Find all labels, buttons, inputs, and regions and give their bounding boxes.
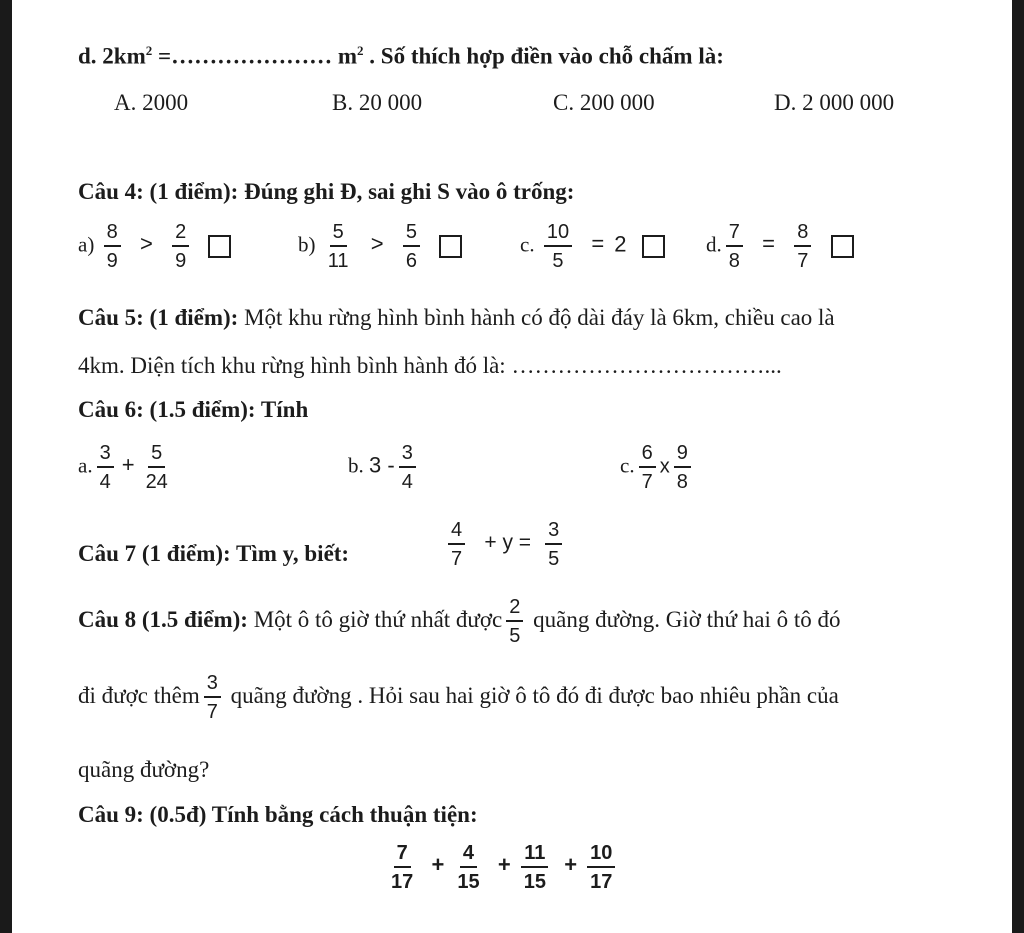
q4b-left-num: 5 [330,222,347,247]
q4a-left-fraction [104,222,121,271]
q4a-operator: > [139,231,153,257]
q3d-option-b: B. 20 000 [332,90,423,115]
q9-plus-2: + [497,852,511,878]
q5-line-2: 4km. Diện tích khu rừng hình bình hành đó là: ……………………………... [78,353,782,378]
q9-term-2 [454,843,482,892]
q4c-label: c. [520,232,535,257]
q4d-left-fraction [726,222,743,271]
q8-line-3: quãng đường? [78,757,210,782]
q4a-right-den: 9 [175,250,187,272]
q4b-label: b) [298,232,316,257]
q9-t4-num: 10 [587,843,615,868]
q8-f1-num: 2 [506,597,523,622]
q4-item-c [520,222,665,271]
q6b-f1-den: 4 [401,471,413,493]
q3d-sup-1: 2 [145,43,153,58]
q4d-answer-box[interactable] [831,235,854,258]
q6-item-b [348,443,420,492]
q4d-left-num: 7 [726,222,743,247]
q6-item-a [78,443,175,492]
q4b-answer-box[interactable] [439,235,462,258]
q4d-right-den: 7 [797,250,809,272]
q7-f1-num: 4 [448,520,465,545]
q6a-fraction-1 [97,443,114,492]
q6a-label: a. [78,453,93,478]
q4a-label: a) [78,232,95,257]
q8-text-4: quãng đường . Hỏi sau hai giờ ô tô đó đi được bao nhiêu phần của [224,682,839,708]
q3d-blank: ………………… [171,43,333,69]
q9-title: Câu 9: (0.5đ) Tính bằng cách thuận tiện: [78,802,478,827]
q8-f2-den: 7 [206,701,218,723]
left-dark-border [0,0,12,933]
q4a-answer-box[interactable] [208,235,231,258]
q6b-fraction [399,443,416,492]
q3d-question [78,44,724,68]
q4b-right-den: 6 [405,250,417,272]
q7-middle: + y = [484,531,532,555]
q9-t1-den: 17 [391,871,414,893]
q7-fraction-1 [448,520,465,569]
q4b-left-fraction [325,222,352,271]
q8-title: Câu 8 (1.5 điểm): [78,606,248,632]
q8-text-3: đi được thêm [78,682,200,708]
q4d-operator: = [762,231,775,257]
q8-line-1 [78,597,841,646]
q8-f1-den: 5 [509,625,521,647]
q4c-answer-box[interactable] [642,235,665,258]
q9-t2-num: 4 [460,843,477,868]
q3d-rest: . Số thích hợp điền vào chỗ chấm là: [363,43,724,69]
q8-fraction-2 [204,673,221,722]
q4c-left-fraction [544,222,572,271]
q6c-operator: x [659,455,670,478]
q4c-left-num: 10 [544,222,572,247]
q8-text-2: quãng đường. Giờ thứ hai ô tô đó [527,606,841,632]
q4d-right-num: 8 [794,222,811,247]
q6b-whole: 3 - [369,452,395,478]
q9-term-3 [521,843,549,892]
q3d-option-c: C. 200 000 [553,90,655,115]
worksheet-page [12,0,1012,933]
q6a-f2-den: 24 [145,471,168,493]
q5-line-1 [78,306,835,329]
q6a-f1-den: 4 [99,471,111,493]
q9-term-4 [587,843,615,892]
q9-t2-den: 15 [457,871,480,893]
q6-item-c [620,443,695,492]
q4-item-d [706,222,854,271]
q9-t3-num: 11 [521,843,548,868]
q6c-f1-den: 7 [641,471,653,493]
q4-title: Câu 4: (1 điểm): Đúng ghi Đ, sai ghi S vào ô trống: [78,179,575,204]
q7-title: Câu 7 (1 điểm): Tìm y, biết: [78,541,350,566]
q8-f2-num: 3 [204,673,221,698]
q6a-operator: + [121,452,135,478]
q6a-f1-num: 3 [97,443,114,468]
q9-t3-den: 15 [523,871,546,893]
q4c-operator: = [591,231,605,257]
q5-text-1: Một khu rừng hình bình hành có độ dài đáy là 6km, chiều cao là [238,305,835,330]
q4d-label: d. [706,232,722,257]
q7-equation [444,520,566,569]
q6a-fraction-2 [143,443,171,492]
q4b-right-num: 5 [403,222,420,247]
q4-item-b [298,222,462,271]
q8-fraction-1 [506,597,523,646]
q6b-label: b. [348,453,364,478]
q4d-left-den: 8 [728,250,740,272]
q4a-left-den: 9 [106,250,118,272]
q3d-label: d. 2km [78,43,146,69]
q4a-left-num: 8 [104,222,121,247]
q9-t4-den: 17 [590,871,613,893]
q6c-label: c. [620,453,635,478]
q4a-right-fraction [172,222,189,271]
q9-expression [384,843,619,892]
q7-f2-den: 5 [548,548,560,570]
q6c-f2-den: 8 [676,471,688,493]
q4a-right-num: 2 [172,222,189,247]
q6c-fraction-1 [639,443,656,492]
q4c-right-value: 2 [614,231,627,257]
q3d-option-d: D. 2 000 000 [774,90,895,115]
q4b-left-den: 11 [327,250,349,272]
q4-item-a [78,222,231,271]
q9-plus-1: + [431,852,445,878]
q6b-f1-num: 3 [399,443,416,468]
q4c-left-den: 5 [552,250,564,272]
q7-fraction-2 [545,520,562,569]
q6c-f1-num: 6 [639,443,656,468]
q6a-f2-num: 5 [148,443,165,468]
q3d-option-a: A. 2000 [114,90,189,115]
q3d-eq: = [152,43,172,69]
q9-plus-3: + [564,852,578,878]
right-dark-border [1012,0,1024,933]
q6c-fraction-2 [674,443,691,492]
q3d-sup-2: 2 [357,43,364,58]
q4b-right-fraction [403,222,420,271]
q7-f2-num: 3 [545,520,562,545]
q6-title: Câu 6: (1.5 điểm): Tính [78,397,309,422]
q6c-f2-num: 9 [674,443,691,468]
q9-term-1 [388,843,416,892]
q9-t1-num: 7 [394,843,411,868]
q7-f1-den: 7 [451,548,463,570]
q5-title: Câu 5: (1 điểm): [78,305,239,330]
q8-text-1: Một ô tô giờ thứ nhất được [247,606,503,632]
q3d-unit: m [332,43,358,69]
q4d-right-fraction [794,222,811,271]
q8-line-2 [78,673,839,722]
q4b-operator: > [370,231,384,257]
